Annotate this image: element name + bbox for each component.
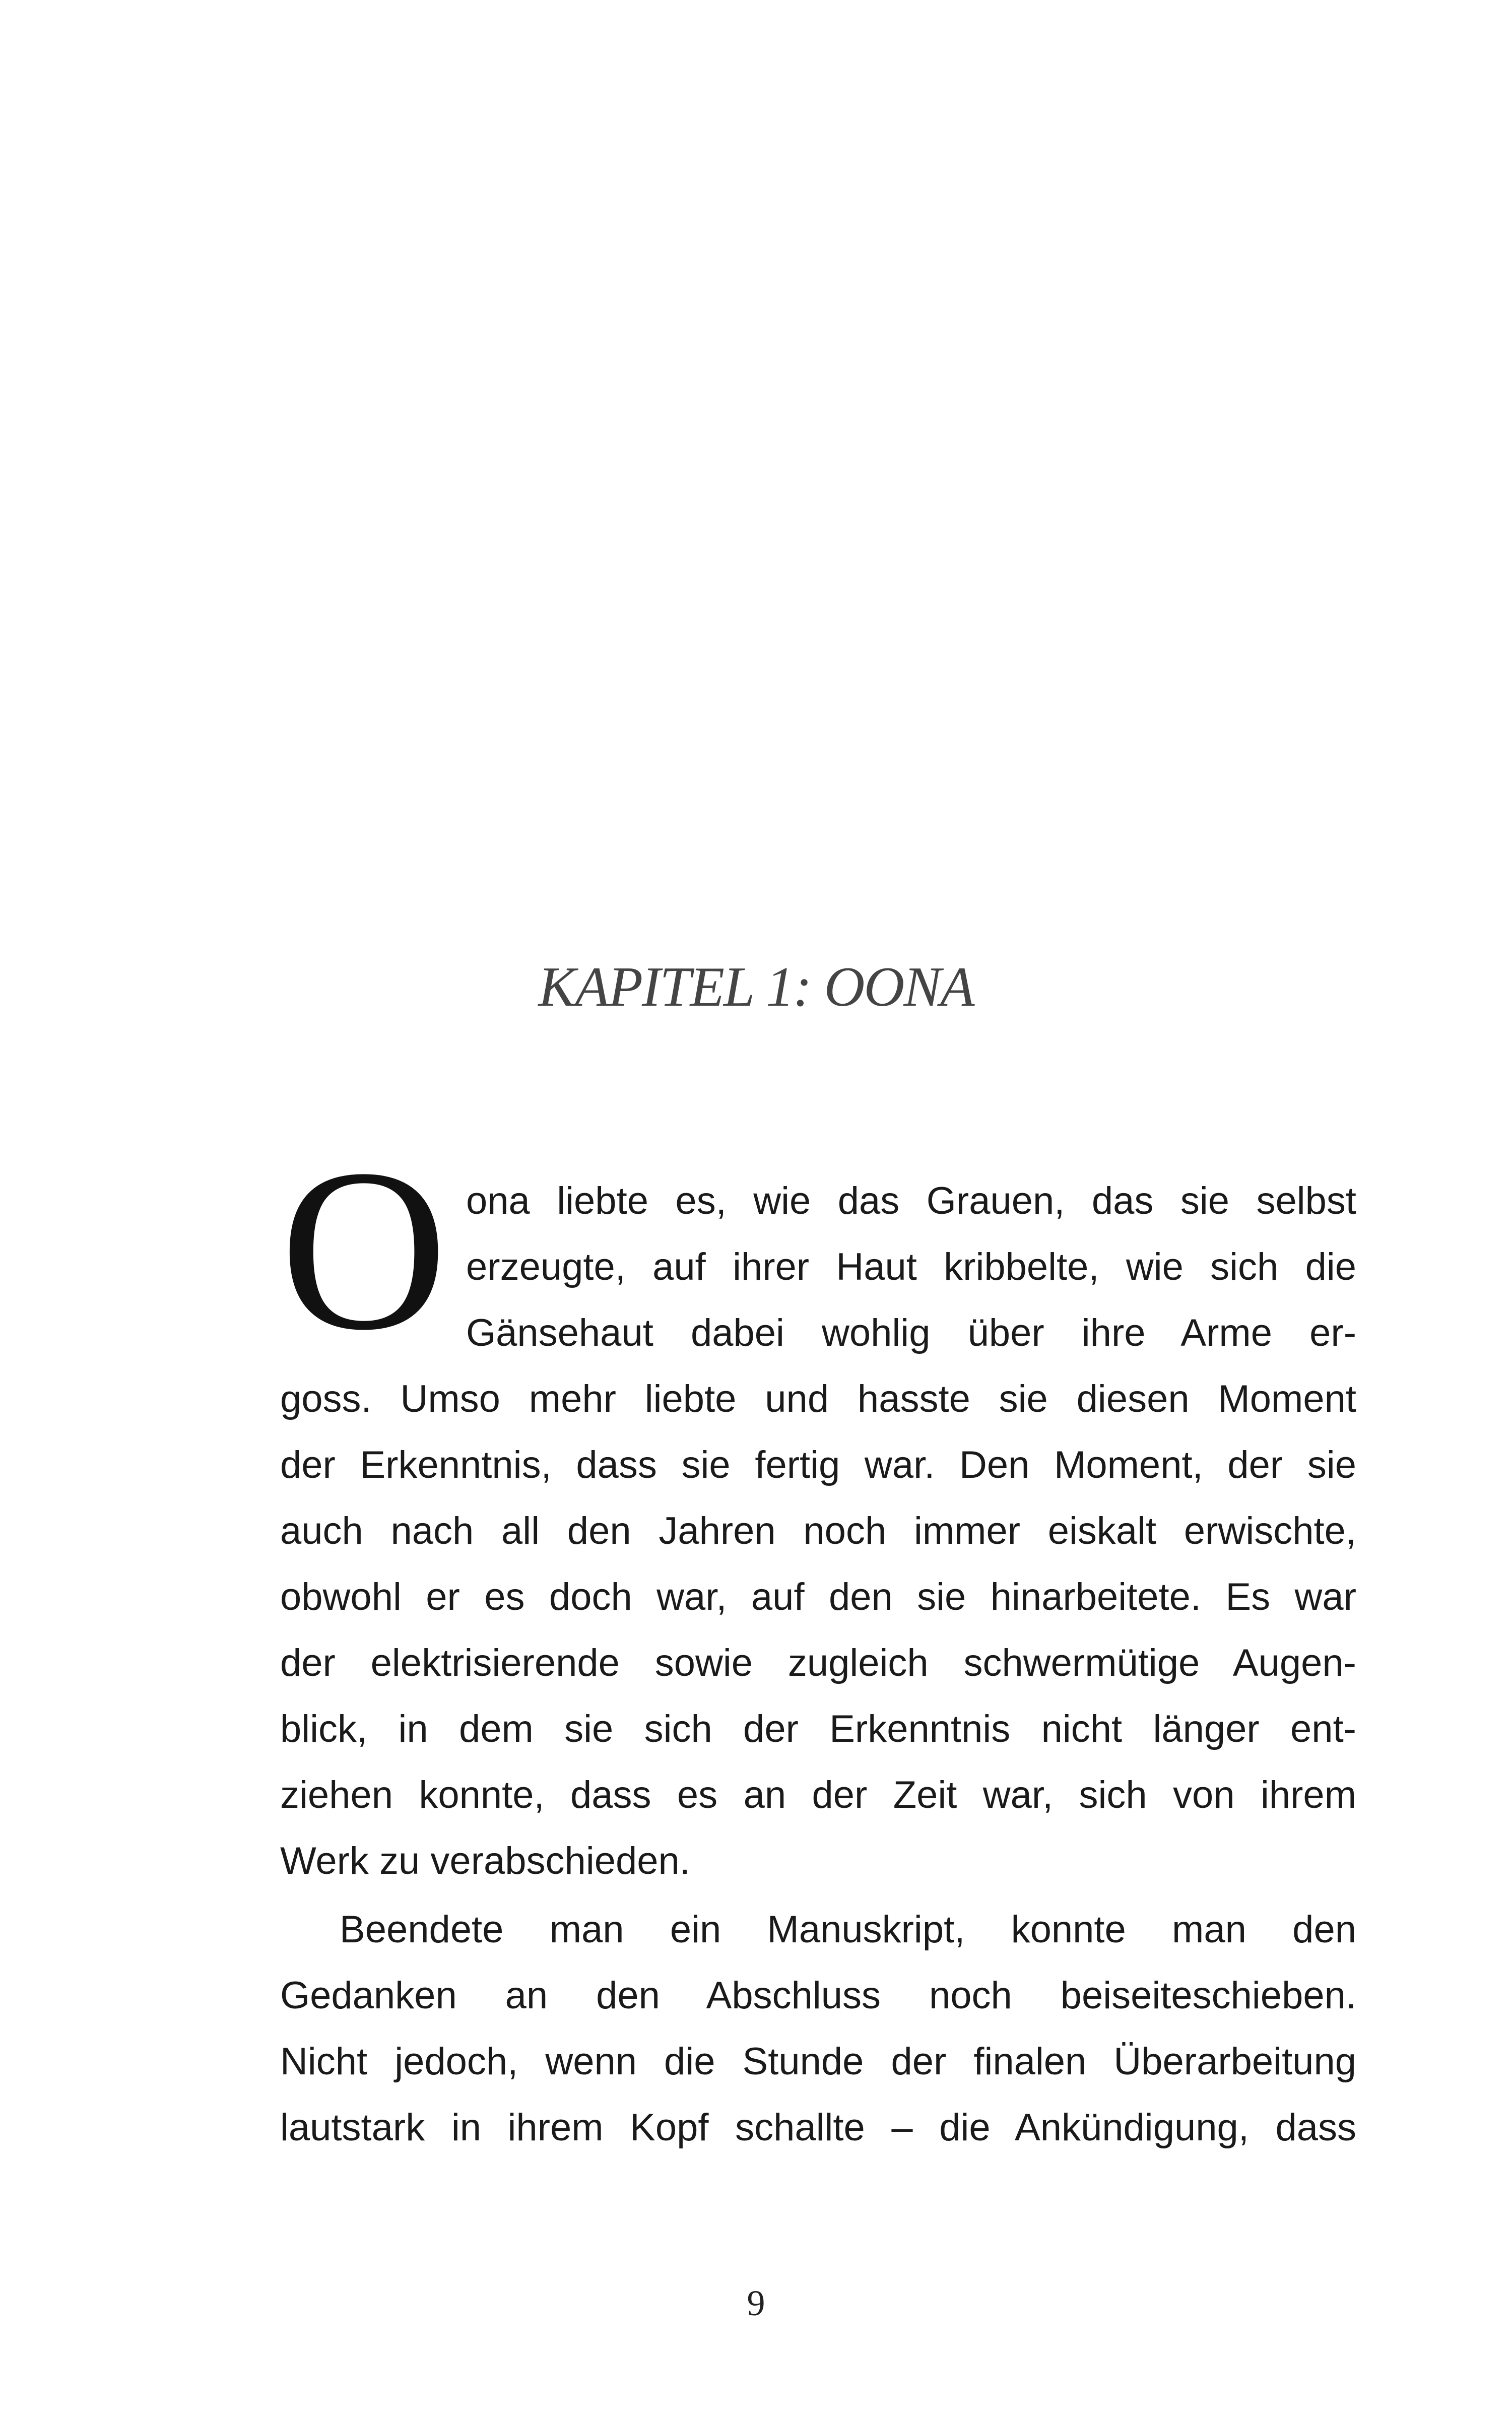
paragraph-1-opening [466,1168,1356,1366]
text-line: Nicht jedoch, wenn die Stunde der finalen Überarbeitung [280,2040,1356,2083]
text-line: lautstark in ihrem Kopf schallte – die Ankündigung, dass [280,2106,1356,2149]
text-line: obwohl er es doch war, auf den sie hinarbeitete. Es war [280,1576,1356,1618]
text-line: blick, in dem sie sich der Erkenntnis nicht länger ent- [280,1708,1356,1750]
paragraph-1-body [280,1366,1356,1894]
chapter-title: KAPITEL 1: OONA [538,956,974,1018]
page-number: 9 [747,2283,765,2323]
paragraph-2 [280,1897,1356,2161]
text-line: goss. Umso mehr liebte und hasste sie diesen Moment [280,1378,1356,1420]
drop-cap: O [280,1121,448,1378]
text-line: ona liebte es, wie das Grauen, das sie selbst [466,1180,1356,1222]
text-line: Gedanken an den Abschluss noch beiseiteschieben. [280,1974,1356,2017]
text-line: Gänsehaut dabei wohlig über ihre Arme er- [466,1312,1356,1354]
text-line: der elektrisierende sowie zugleich schwermütige Augen- [280,1642,1356,1684]
text-line: Beendete man ein Manuskript, konnte man den [340,1908,1356,1951]
text-line: der Erkenntnis, dass sie fertig war. Den Moment, der sie [280,1444,1356,1486]
text-line: Werk zu verabschieden. [280,1840,690,1882]
text-line: erzeugte, auf ihrer Haut kribbelte, wie sich die [466,1246,1356,1288]
text-line: ziehen konnte, dass es an der Zeit war, sich von ihrem [280,1774,1356,1816]
text-line: auch nach all den Jahren noch immer eiskalt erwischte, [280,1510,1356,1552]
